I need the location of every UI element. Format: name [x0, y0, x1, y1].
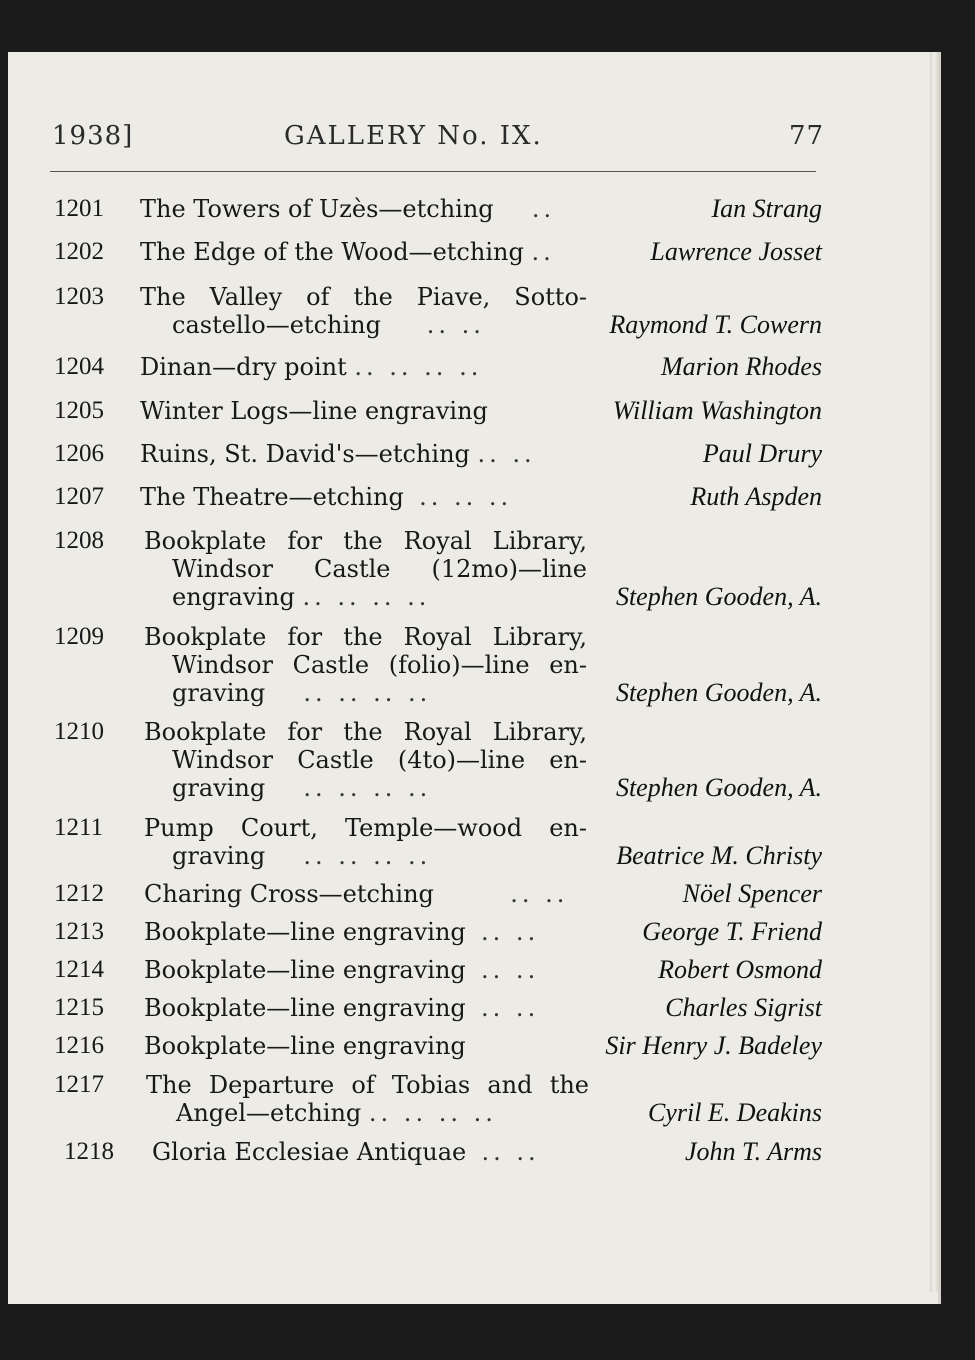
entry-title: graving	[172, 679, 266, 707]
entry-title: Winter Logs—line engraving	[140, 397, 488, 425]
entry-title-line-2: Windsor Castle (12mo)—line	[172, 555, 587, 583]
leader-dots: .. ..	[426, 311, 485, 339]
entry-artist: Ruth Aspden	[690, 482, 822, 511]
entry-title: Bookplate—line engraving	[144, 1032, 466, 1060]
leader-dots: .. .. .. ..	[303, 774, 432, 802]
entry-title: Dinan—dry point	[140, 353, 347, 381]
entry-title-line-3	[172, 583, 622, 611]
entry-title: Bookplate—line engraving	[144, 918, 466, 946]
entry-artist: William Washington	[612, 396, 822, 425]
entry-title: graving	[172, 774, 266, 802]
entry-artist: Stephen Gooden, A.	[615, 773, 822, 802]
entry-title-line	[144, 994, 594, 1022]
entry-title-line	[140, 238, 590, 266]
header-rule	[50, 171, 816, 172]
entry-title-line-2	[172, 311, 622, 339]
entry-artist: Charles Sigrist	[665, 993, 822, 1022]
entry-artist: Paul Drury	[702, 439, 822, 468]
entry-title-line	[144, 956, 594, 984]
entry-artist: Beatrice M. Christy	[616, 841, 822, 870]
leader-dots: .. ..	[481, 1138, 540, 1166]
entry-artist: Raymond T. Cowern	[609, 310, 822, 339]
entry-title: Bookplate—line engraving	[144, 994, 466, 1022]
entry-title: Ruins, St. David's—etching	[140, 440, 470, 468]
entry-title-line-1: The Departure of Tobias and the	[146, 1071, 589, 1099]
entry-number: 1211	[54, 814, 104, 841]
entry-title: Charing Cross—etching	[144, 880, 434, 908]
entry-title-line	[144, 918, 594, 946]
entry-artist: Cyril E. Deakins	[647, 1098, 822, 1127]
entry-artist: Robert Osmond	[658, 955, 822, 984]
entry-artist: George T. Friend	[642, 917, 822, 946]
leader-dots: ..	[531, 238, 555, 266]
entry-title-line-3	[172, 774, 622, 802]
entry-title-line	[152, 1138, 602, 1166]
entry-number: 1216	[54, 1032, 104, 1059]
leader-dots: .. ..	[481, 956, 540, 984]
entry-artist: Lawrence Josset	[650, 237, 822, 266]
entry-number: 1213	[54, 918, 104, 945]
entry-number: 1201	[54, 195, 104, 222]
leader-dots: .. ..	[510, 880, 569, 908]
header-year: 1938]	[52, 121, 134, 151]
leader-dots: .. .. .. ..	[303, 679, 432, 707]
entry-title-line-1: Bookplate for the Royal Library,	[144, 527, 587, 555]
entry-artist: Stephen Gooden, A.	[615, 678, 822, 707]
entry-title: Gloria Ecclesiae Antiquae	[152, 1138, 467, 1166]
leader-dots: .. ..	[481, 994, 540, 1022]
entry-title: The Towers of Uzès—etching	[140, 195, 494, 223]
entry-number: 1217	[54, 1071, 104, 1098]
entry-number: 1210	[54, 718, 104, 745]
entry-title-line	[140, 353, 590, 381]
entry-title: castello—etching	[172, 311, 381, 339]
entry-artist: Sir Henry J. Badeley	[605, 1031, 822, 1060]
entry-number: 1215	[54, 994, 104, 1021]
entry-artist: Stephen Gooden, A.	[615, 582, 822, 611]
leader-dots: .. .. .. ..	[368, 1099, 497, 1127]
entry-title: graving	[172, 842, 266, 870]
entry-title-line-2: Windsor Castle (folio)—line en-	[172, 651, 587, 679]
entry-title-line-2	[176, 1099, 626, 1127]
entry-title-line	[144, 880, 594, 908]
page-edge	[930, 52, 940, 1292]
entry-title: Angel—etching	[176, 1099, 362, 1127]
entry-number: 1218	[64, 1138, 114, 1165]
entry-title-line-1: Bookplate for the Royal Library,	[144, 623, 587, 651]
leader-dots: .. ..	[477, 440, 536, 468]
leader-dots: .. .. .. ..	[302, 583, 431, 611]
entry-title-line-1: Pump Court, Temple—wood en-	[144, 814, 587, 842]
entry-number: 1214	[54, 956, 104, 983]
entry-artist: John T. Arms	[685, 1137, 822, 1166]
entry-title-line-3	[172, 679, 622, 707]
entry-title-line	[140, 483, 590, 511]
page-number: 77	[789, 121, 825, 151]
entry-number: 1204	[54, 353, 104, 380]
entry-title: engraving	[172, 583, 295, 611]
entry-artist: Marion Rhodes	[660, 352, 822, 381]
entry-number: 1205	[54, 397, 104, 424]
entry-title: The Edge of the Wood—etching	[140, 238, 524, 266]
entry-artist: Ian Strang	[711, 194, 822, 223]
entry-title-line	[144, 1032, 594, 1060]
leader-dots: .. .. ..	[419, 483, 513, 511]
entry-title: The Theatre—etching	[140, 483, 404, 511]
leader-dots: .. .. .. ..	[303, 842, 432, 870]
entry-title-line	[140, 195, 590, 223]
entry-title-line	[140, 397, 590, 425]
leader-dots: ..	[531, 195, 556, 223]
entry-number: 1207	[54, 483, 104, 510]
entry-title-line-1: Bookplate for the Royal Library,	[144, 718, 587, 746]
entry-number: 1203	[54, 283, 104, 310]
entry-title-line	[140, 440, 590, 468]
entry-number: 1209	[54, 623, 104, 650]
entry-artist: Nöel Spencer	[682, 879, 822, 908]
entry-number: 1206	[54, 440, 104, 467]
leader-dots: .. ..	[481, 918, 540, 946]
entry-number: 1212	[54, 880, 104, 907]
leader-dots: .. .. .. ..	[354, 353, 483, 381]
entry-title: Bookplate—line engraving	[144, 956, 466, 984]
entry-number: 1202	[54, 238, 104, 265]
entry-title-line-2	[172, 842, 622, 870]
entry-number: 1208	[54, 527, 104, 554]
page-title: GALLERY No. IX.	[284, 121, 543, 151]
entry-title-line-2: Windsor Castle (4to)—line en-	[172, 746, 587, 774]
entry-title-line-1: The Valley of the Piave, Sotto-	[140, 283, 587, 311]
